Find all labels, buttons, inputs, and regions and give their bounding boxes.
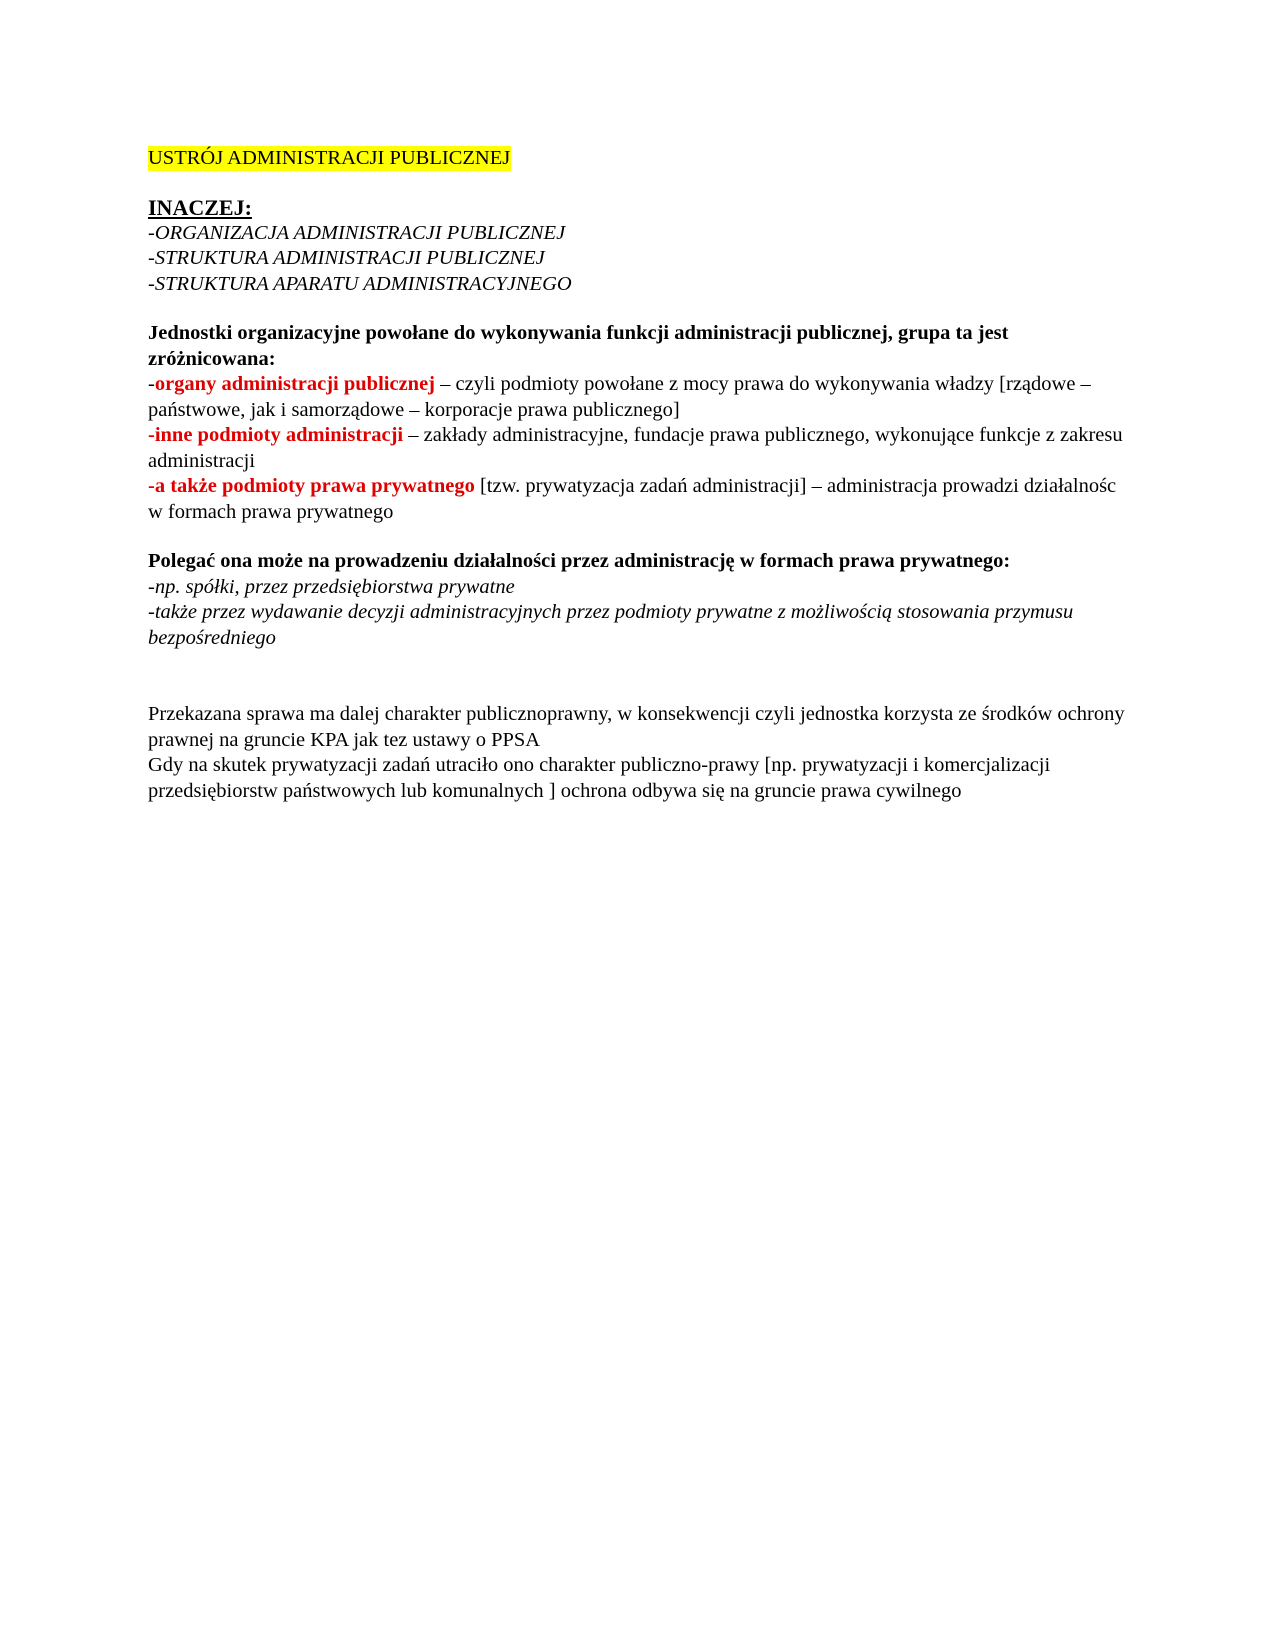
- paragraph: Gdy na skutek prywatyzacji zadań utraciło ono charakter publiczno-prawy [np. prywatyzacji i komercjalizacji przedsiębiorstw państwowych lub komunalnych ] ochrona odbywa się na gruncie prawa cywilnego: [148, 754, 1051, 802]
- section-intro: Polegać ona może na prowadzeniu działalności przez administrację w formach prawa prywatnego:: [148, 550, 1011, 572]
- item-dash: -: [148, 373, 155, 395]
- title-line: [148, 146, 1128, 172]
- section-private-law-forms: [148, 549, 1128, 651]
- section-alternative-names: [148, 195, 1128, 297]
- item-text: – zakłady administracyjne, fundacje prawa publicznego, wykonujące funkcje z zakresu administracji: [148, 424, 1123, 472]
- section-heading: INACZEJ:: [148, 195, 252, 220]
- list-item: -np. spółki, przez przedsiębiorstwa prywatne: [148, 575, 515, 598]
- emphasis-text: -a także podmioty prawa prywatnego: [148, 475, 475, 497]
- item-text: – czyli podmioty powołane z mocy prawa do wykonywania władzy [rządowe – państwowe, jak i samorządowe – korporacje prawa publicznego]: [148, 373, 1091, 421]
- list-item: -także przez wydawanie decyzji administracyjnych przez podmioty prywatne z możliwością stosowania przymusu bezpośredniego: [148, 601, 1074, 649]
- section-organizational-units: [148, 321, 1128, 525]
- list-item: [148, 423, 1128, 474]
- document-content: [148, 146, 1128, 804]
- item-text: [tzw. prywatyzacja zadań administracji] – administracja prowadzi działalnośc w formach prawa prywatnego: [148, 475, 1117, 523]
- section-intro: Jednostki organizacyjne powołane do wykonywania funkcji administracji publicznej, grupa ta jest zróżnicowana:: [148, 322, 1009, 370]
- list-item: -ORGANIZACJA ADMINISTRACJI PUBLICZNEJ: [148, 221, 566, 244]
- emphasis-text: -inne podmioty administracji: [148, 424, 404, 446]
- document-title: USTRÓJ ADMINISTRACJI PUBLICZNEJ: [148, 147, 511, 169]
- list-item: -STRUKTURA APARATU ADMINISTRACYJNEGO: [148, 272, 572, 295]
- paragraph: Przekazana sprawa ma dalej charakter publicznoprawny, w konsekwencji czyli jednostka korzysta ze środków ochrony prawnej na gruncie KPA jak tez ustawy o PPSA: [148, 703, 1125, 751]
- section-conclusion: [148, 702, 1128, 804]
- list-item: [148, 372, 1128, 423]
- list-item: [148, 474, 1128, 525]
- emphasis-text: organy administracji publicznej: [154, 373, 435, 395]
- list-item: -STRUKTURA ADMINISTRACJI PUBLICZNEJ: [148, 247, 545, 269]
